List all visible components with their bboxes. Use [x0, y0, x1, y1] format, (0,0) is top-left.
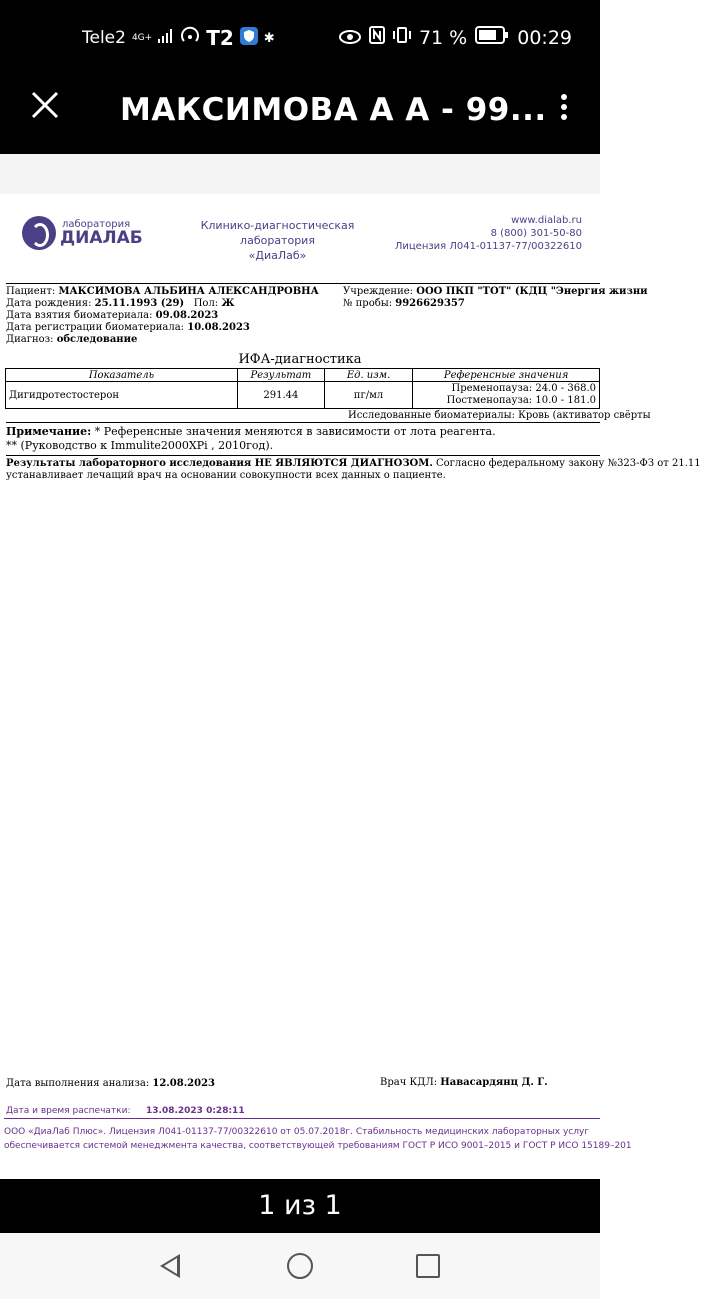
back-icon[interactable]: [160, 1254, 180, 1278]
nfc-icon: [369, 26, 385, 49]
institution-line: [343, 286, 648, 298]
birth-value: 25.11.1993 (29): [94, 298, 185, 309]
disclaimer-rest: Согласно федеральному закону №323-ФЗ от 21.11: [432, 458, 701, 469]
diagnosis-label: Диагноз:: [6, 334, 54, 345]
shield-app-icon: [240, 27, 258, 50]
doctor-value: Навасардянц Д. Г.: [440, 1077, 548, 1088]
analysis-date-line: [6, 1078, 215, 1089]
document-page: [0, 194, 701, 1179]
reg-date-line: [6, 322, 250, 334]
navigation-bar: [0, 1233, 600, 1299]
disclaimer-line: [6, 458, 701, 469]
materials-line: Исследованные биоматериалы: Кровь (активатор свёрты: [348, 410, 651, 421]
doctor-line: [380, 1077, 548, 1088]
t2-icon: T2: [206, 26, 234, 50]
reg-date-value: 10.08.2023: [187, 322, 250, 333]
patient-name: МАКСИМОВА АЛЬБИНА АЛЕКСАНДРОВНА: [58, 286, 319, 297]
note-line-2: ** (Руководство к Immulite2000XPi , 2010год).: [6, 439, 274, 452]
column-header: Показатель: [6, 369, 238, 382]
birth-label: Дата рождения:: [6, 298, 92, 309]
divider: [6, 455, 600, 456]
sample-no-label: № пробы:: [343, 298, 393, 309]
results-table: [5, 368, 600, 409]
table-header-row: [6, 369, 600, 382]
test-result: 291.44: [237, 382, 324, 409]
divider: [4, 1118, 600, 1119]
lab-phone: 8 (800) 301-50-80: [490, 228, 582, 239]
reg-date-label: Дата регистрации биоматериала:: [6, 322, 185, 333]
lab-contacts: [395, 214, 582, 253]
doctor-label: Врач КДЛ:: [380, 1077, 438, 1088]
column-header: Ед. изм.: [324, 369, 412, 382]
reference-premenopause: Пременопауза: 24.0 - 368.0: [451, 383, 596, 394]
divider: [6, 283, 600, 284]
battery-percent: 71 %: [418, 26, 468, 49]
lab-name-line1: Клинико-диагностическая лаборатория: [200, 219, 355, 247]
status-left: [82, 26, 275, 50]
more-vert-icon[interactable]: [552, 92, 576, 126]
institution-label: Учреждение:: [343, 286, 414, 297]
close-icon[interactable]: [30, 90, 60, 127]
analysis-date-value: 12.08.2023: [152, 1078, 216, 1089]
note-label: Примечание:: [6, 425, 92, 438]
app-bar: [0, 76, 600, 154]
status-right: [339, 26, 572, 49]
birth-line: [6, 298, 234, 310]
sample-date-label: Дата взятия биоматериала:: [6, 310, 153, 321]
sample-no-value: 9926629357: [395, 298, 465, 309]
sex-value: Ж: [221, 298, 235, 309]
clock: 00:29: [517, 26, 572, 49]
page-indicator: 1 из 1: [258, 1190, 342, 1221]
table-row: [6, 382, 600, 409]
network-label: 4G+: [131, 33, 153, 43]
document-title: МАКСИМОВА А А - 99...: [120, 92, 547, 128]
lab-name-line2: «ДиаЛаб»: [248, 249, 307, 262]
eye-icon: [339, 27, 361, 49]
lab-license: Лицензия Л041-01137-77/00322610: [394, 241, 582, 252]
sample-no-line: [343, 298, 465, 310]
section-title: ИФА-диагностика: [238, 352, 362, 367]
recents-icon[interactable]: [416, 1254, 440, 1278]
dialab-logo-icon: [22, 216, 56, 250]
page-indicator-bar: [0, 1179, 600, 1233]
footer-line-2: обеспечивается системой менеджмента качества, соответствующей требованиям ГОСТ Р ИСО 9001–2015 и ГОСТ Р ИСО 15189–201: [4, 1141, 632, 1151]
patient-line: [6, 286, 319, 298]
footer-line-1: ООО «ДиаЛаб Плюс». Лицензия Л041-01137-77/00322610 от 05.07.2018г. Стабильность медицинских лабораторных услуг: [4, 1127, 590, 1137]
home-icon[interactable]: [287, 1253, 313, 1279]
note-line: [6, 425, 496, 438]
test-name: Дигидротестостерон: [6, 382, 238, 409]
disclaimer-line-2: устанавливает лечащий врач на основании совокупности всех данных о пациенте.: [6, 470, 446, 481]
logo-big-text: ДИАЛАБ: [60, 228, 143, 248]
test-unit: пг/мл: [324, 382, 412, 409]
logo-small-text: лаборатория: [62, 219, 131, 230]
divider: [6, 422, 600, 423]
battery-icon: [475, 26, 509, 49]
accessibility-icon: ✱: [263, 30, 275, 46]
carrier-label: Tele2: [82, 28, 126, 48]
disclaimer-bold: Результаты лабораторного исследования НЕ ЯВЛЯЮТСЯ ДИАГНОЗОМ.: [6, 458, 433, 469]
reference-postmenopause: Постменопауза: 10.0 - 181.0: [446, 395, 596, 406]
viewer-background: [0, 154, 600, 194]
diagnosis-value: обследование: [56, 334, 138, 345]
sample-date-line: [6, 310, 218, 322]
note-text: * Референсные значения меняются в зависимости от лота реагента.: [91, 425, 496, 438]
institution-value: ООО ПКП "ТОТ" (КДЦ "Энергия жизни: [416, 286, 648, 297]
sex-label: Пол:: [193, 298, 219, 309]
diagnosis-line: [6, 334, 137, 346]
patient-label: Пациент:: [6, 286, 56, 297]
sample-date-value: 09.08.2023: [155, 310, 219, 321]
status-bar: [0, 0, 600, 76]
print-date-label: Дата и время распечатки:: [6, 1106, 131, 1116]
column-header: Результат: [237, 369, 324, 382]
signal-icon: [158, 28, 174, 48]
lab-name: [170, 218, 385, 263]
vibrate-icon: [393, 26, 411, 49]
test-reference: [413, 382, 600, 409]
analysis-date-label: Дата выполнения анализа:: [6, 1078, 150, 1089]
hotspot-icon: [180, 27, 200, 50]
lab-website: www.dialab.ru: [511, 215, 582, 226]
column-header: Референсные значения: [413, 369, 600, 382]
print-date-value: 13.08.2023 0:28:11: [146, 1106, 245, 1116]
